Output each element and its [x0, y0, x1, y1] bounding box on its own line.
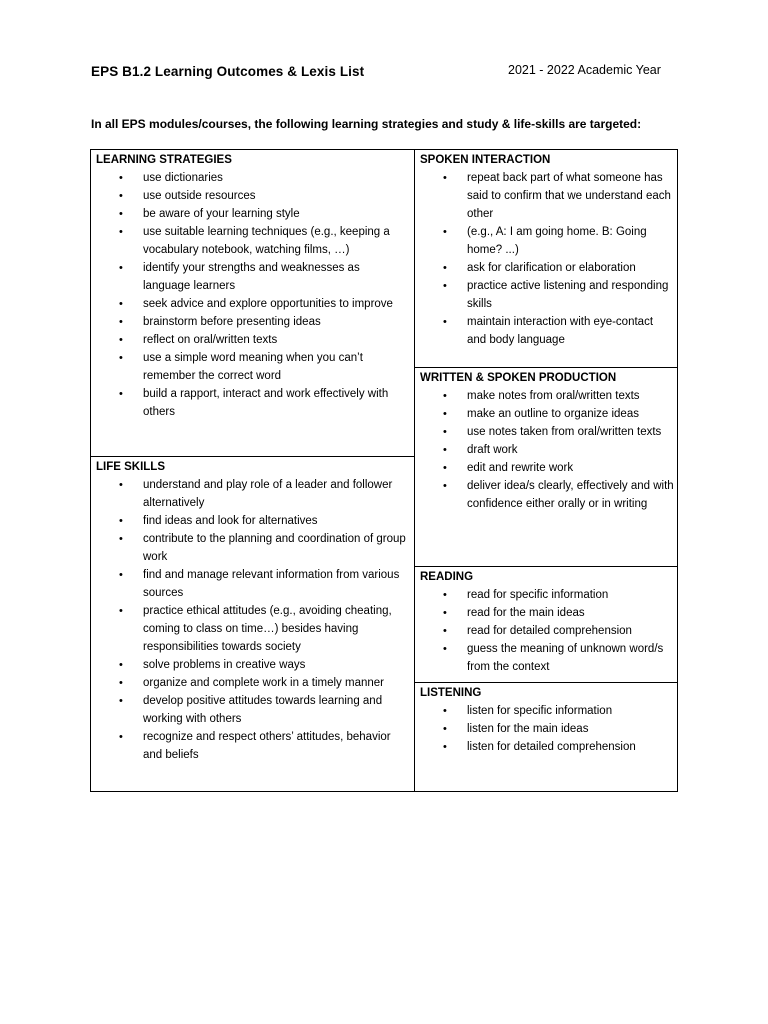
list-item: • maintain interaction with eye-contact and body language — [415, 313, 678, 349]
section-written-spoken-production — [415, 368, 678, 513]
list-item: • reflect on oral/written texts — [91, 331, 414, 349]
list-item: • build a rapport, interact and work effectively with others — [91, 385, 414, 421]
list-item: • be aware of your learning style — [91, 205, 414, 223]
section-heading: LEARNING STRATEGIES — [96, 154, 232, 166]
list-item: • listen for detailed comprehension — [415, 738, 678, 756]
list-item: • ask for clarification or elaboration — [415, 259, 678, 277]
list-item: • brainstorm before presenting ideas — [91, 313, 414, 331]
list-item: • organize and complete work in a timely manner — [91, 674, 414, 692]
list-item: • use dictionaries — [91, 169, 414, 187]
list-item: • repeat back part of what someone has said to confirm that we understand each other — [415, 169, 678, 223]
list-item: • solve problems in creative ways — [91, 656, 414, 674]
list-item: • understand and play role of a leader and follower alternatively — [91, 476, 414, 512]
list-item: • seek advice and explore opportunities to improve — [91, 295, 414, 313]
section-reading — [415, 567, 678, 676]
list-item: • identify your strengths and weaknesses as language learners — [91, 259, 414, 295]
list-item: • contribute to the planning and coordination of group work — [91, 530, 414, 566]
section-heading: READING — [420, 571, 474, 583]
section-learning-strategies — [91, 150, 414, 421]
list-item: • use suitable learning techniques (e.g., keeping a vocabulary notebook, watching films, …) — [91, 223, 414, 259]
list-item: • find ideas and look for alternatives — [91, 512, 414, 530]
list-item: • use outside resources — [91, 187, 414, 205]
section-heading: LIFE SKILLS — [96, 461, 165, 473]
list-item: • listen for specific information — [415, 702, 678, 720]
list-item: • guess the meaning of unknown word/s from the context — [415, 640, 678, 676]
intro-text: In all EPS modules/courses, the following learning strategies and study & life-skills are targeted: — [91, 117, 642, 131]
list-item: • make notes from oral/written texts — [415, 387, 678, 405]
section-life-skills — [91, 457, 414, 764]
page-title: EPS B1.2 Learning Outcomes & Lexis List — [91, 64, 365, 79]
list-item: • listen for the main ideas — [415, 720, 678, 738]
list-item: • deliver idea/s clearly, effectively and with confidence either orally or in writing — [415, 477, 678, 513]
list-item: • recognize and respect others’ attitudes, behavior and beliefs — [91, 728, 414, 764]
list-item: • find and manage relevant information from various sources — [91, 566, 414, 602]
section-heading: LISTENING — [420, 687, 482, 699]
outcomes-table — [90, 149, 678, 792]
list-item: • make an outline to organize ideas — [415, 405, 678, 423]
list-item: • use a simple word meaning when you can’t remember the correct word — [91, 349, 414, 385]
list-item: • draft work — [415, 441, 678, 459]
academic-year: 2021 - 2022 Academic Year — [508, 63, 661, 77]
list-item: • read for specific information — [415, 586, 678, 604]
list-item: • practice active listening and responding skills — [415, 277, 678, 313]
list-item: • edit and rewrite work — [415, 459, 678, 477]
list-item: • (e.g., A: I am going home. B: Going home? ...) — [415, 223, 678, 259]
section-heading: WRITTEN & SPOKEN PRODUCTION — [420, 372, 617, 384]
list-item: • develop positive attitudes towards learning and working with others — [91, 692, 414, 728]
section-heading: SPOKEN INTERACTION — [420, 154, 551, 166]
list-item: • practice ethical attitudes (e.g., avoiding cheating, coming to class on time…) besides having responsibilities towards society — [91, 602, 414, 656]
list-item: • read for the main ideas — [415, 604, 678, 622]
section-listening — [415, 683, 678, 756]
section-spoken-interaction — [415, 150, 678, 349]
list-item: • read for detailed comprehension — [415, 622, 678, 640]
list-item: • use notes taken from oral/written texts — [415, 423, 678, 441]
